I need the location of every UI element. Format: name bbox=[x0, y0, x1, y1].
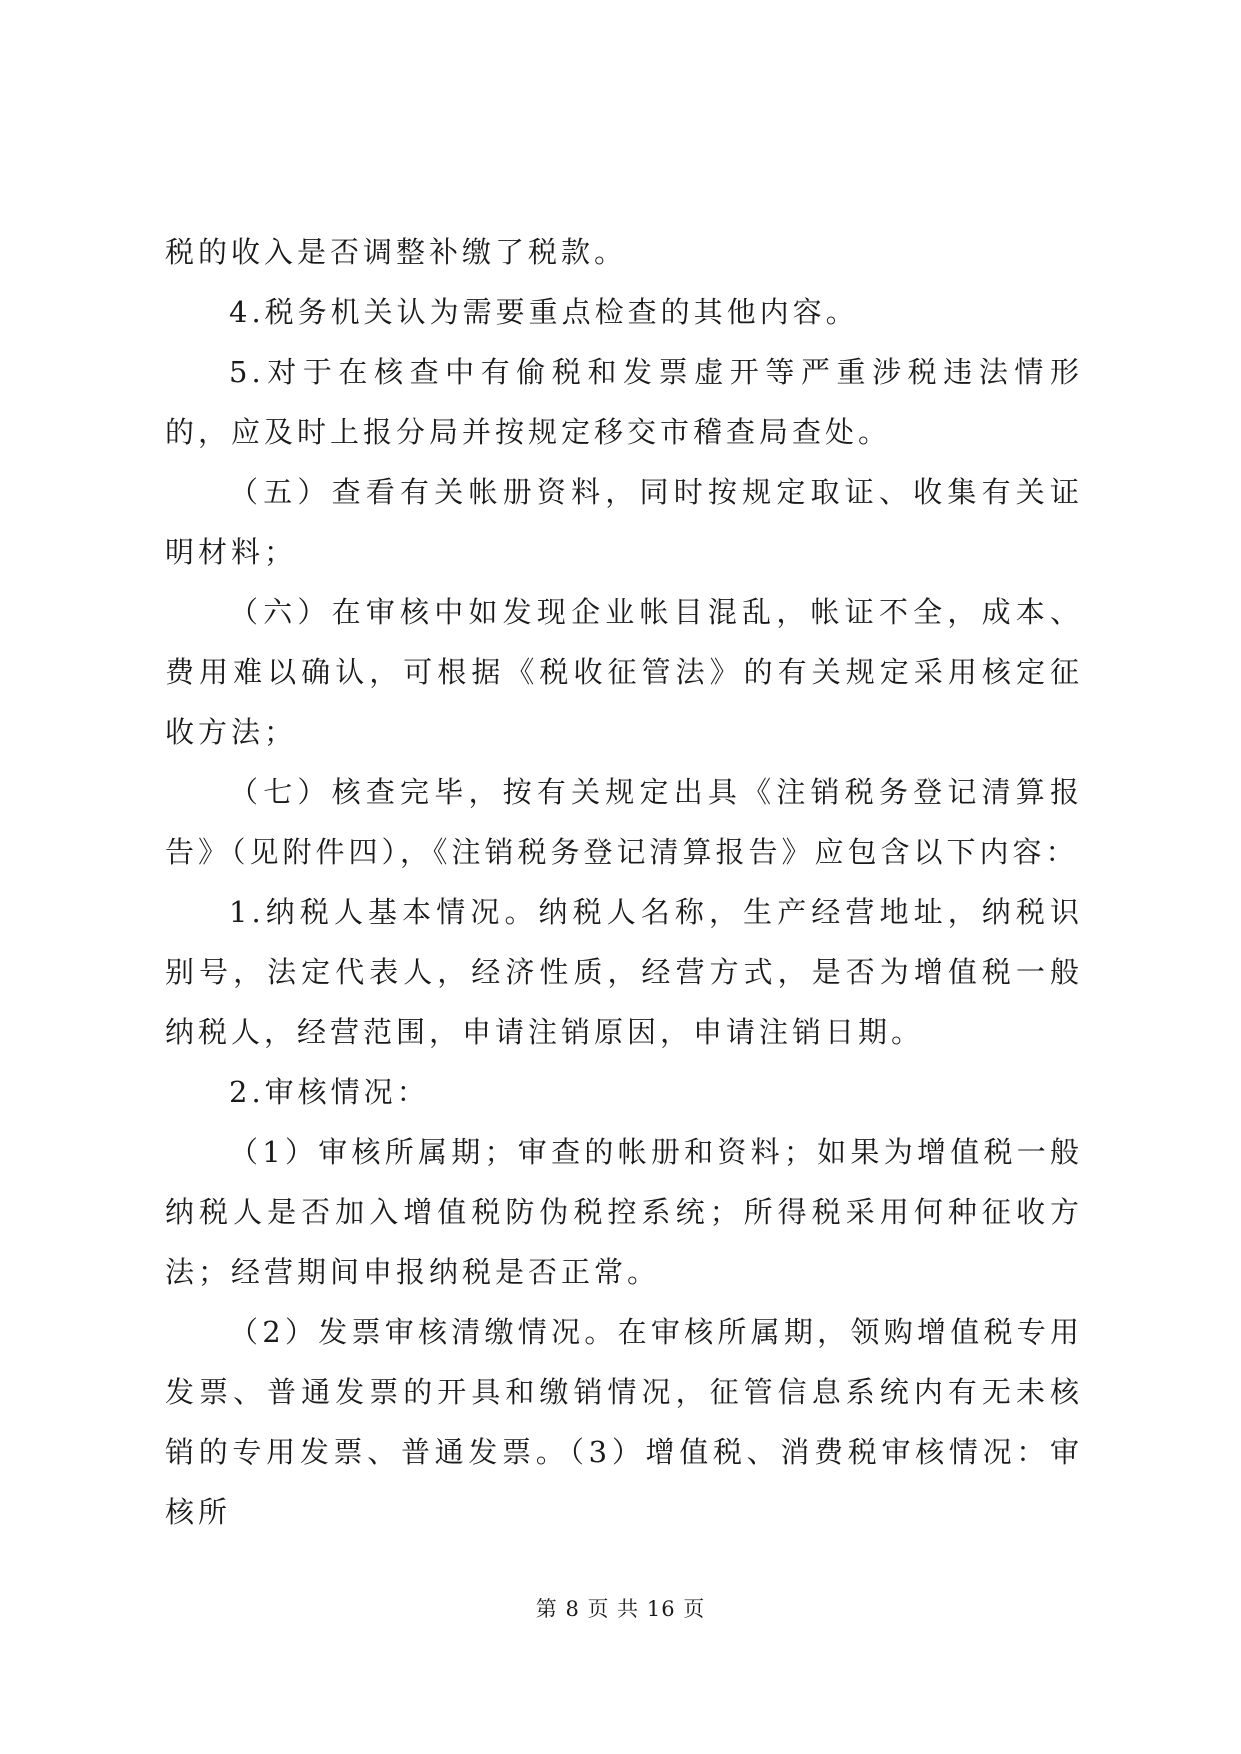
paragraph-7: 1.纳税人基本情况。纳税人名称，生产经营地址，纳税识别号，法定代表人，经济性质，经营方式，是否为增值税一般纳税人，经营范围，申请注销原因，申请注销日期。 bbox=[165, 895, 1083, 1049]
paragraph-8: 2.审核情况： bbox=[229, 1075, 430, 1109]
paragraph-6: （七）核查完毕，按有关规定出具《注销税务登记清算报告》（见附件四），《注销税务登记清算报告》应包含以下内容： bbox=[165, 775, 1083, 869]
paragraph-3: 5.对于在核查中有偷税和发票虚开等严重涉税违法情形的，应及时上报分局并按规定移交市稽查局查处。 bbox=[165, 355, 1083, 449]
page-number-footer: 第 8 页 共 16 页 bbox=[535, 1597, 706, 1621]
paragraph-9: （1）审核所属期；审查的帐册和资料；如果为增值税一般纳税人是否加入增值税防伪税控系统；所得税采用何种征收方法；经营期间申报纳税是否正常。 bbox=[165, 1135, 1083, 1289]
paragraph-10: （2）发票审核清缴情况。在审核所属期，领购增值税专用发票、普通发票的开具和缴销情况，征管信息系统内有无未核销的专用发票、普通发票。（3）增值税、消费税审核情况：审核所 bbox=[165, 1315, 1083, 1529]
paragraph-4: （五）查看有关帐册资料，同时按规定取证、收集有关证明材料； bbox=[165, 475, 1083, 569]
paragraph-1: 税的收入是否调整补缴了税款。 bbox=[165, 235, 628, 269]
document-body bbox=[165, 222, 1083, 1542]
paragraph-5: （六）在审核中如发现企业帐目混乱，帐证不全，成本、费用难以确认，可根据《税收征管法》的有关规定采用核定征收方法； bbox=[165, 595, 1083, 749]
paragraph-2: 4.税务机关认为需要重点检查的其他内容。 bbox=[229, 295, 859, 329]
